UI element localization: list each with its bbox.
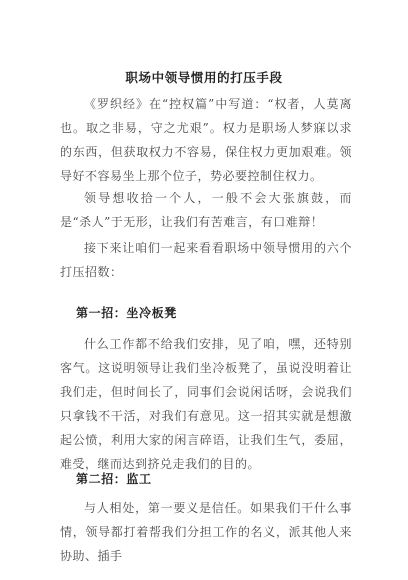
body-paragraph: 接下来让咱们一起来看看职场中领导惯用的六个打压招数：: [60, 241, 352, 279]
document-title: 职场中领导惯用的打压手段: [125, 70, 283, 85]
intro-paragraph: 《罗织经》在“控权篇”中写道：“权者，人莫离也。取之非易，守之尤艰”。权力是职场人梦寐以求的东西，但获取权力不容易，保住权力更加艰难。领导好不容易坐上那个位子，势必要控制住权力。: [60, 97, 352, 183]
section-paragraph: 什么工作都不给我们安排，见了咱，嘿，还特别客气。这说明领导让我们坐冷板凳了，虽说没明着让我们走，但时间长了，同事们会说闲话呀，会说我们只拿钱不干活，对我们有意见。这一招其实就是想激起公愤，利用大家的闲言碎语，让我们生气，委屈，难受，继而达到挤兑走我们的目的。: [60, 337, 352, 471]
body-paragraph: 领导想收拾一个人，一般不会大张旗鼓，而是“杀人”于无形，让我们有苦难言，有口难辩！: [60, 191, 352, 229]
section-heading: 第一招：坐冷板凳: [76, 306, 177, 320]
section-heading: 第二招：监工: [76, 472, 152, 486]
section-paragraph: 与人相处，第一要义是信任。如果我们干什么事情，领导都打着帮我们分担工作的名义，派其他人来协助、插手: [60, 501, 352, 563]
